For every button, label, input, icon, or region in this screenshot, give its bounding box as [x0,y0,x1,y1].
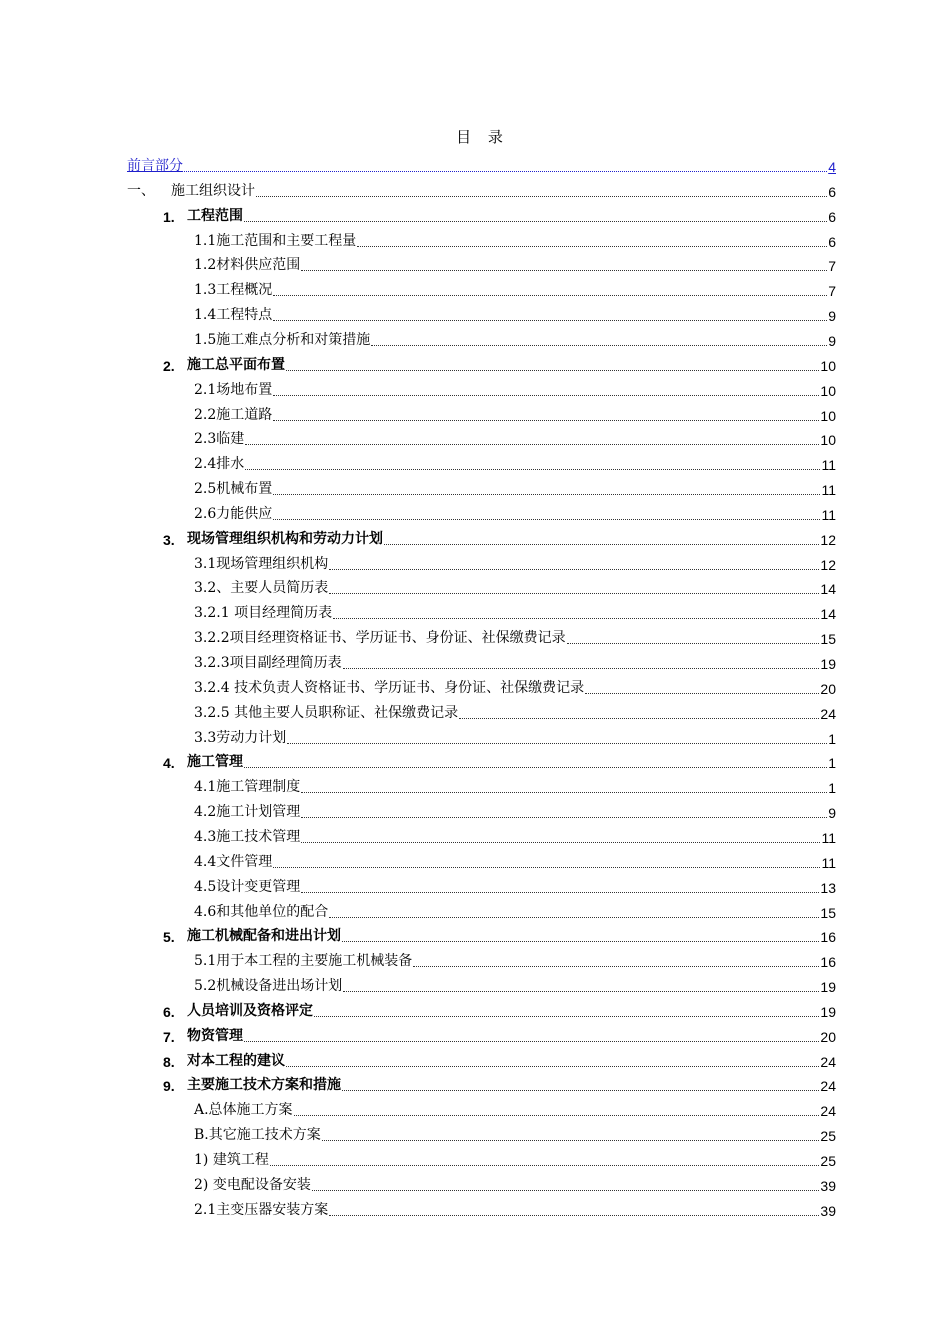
toc-entry-label: 2.4排水 [194,456,245,473]
dot-leader [301,256,827,271]
dot-leader [301,803,827,818]
toc-entry[interactable] [194,299,836,324]
toc-entry-page-number: 1 [828,755,836,772]
dot-leader [371,331,827,346]
toc-entry-label: 4.6和其他单位的配合 [194,903,329,920]
toc-entry-label: 施工总平面布置 [187,355,285,372]
toc-entry-label: 2.5机械布置 [194,481,273,498]
dot-leader [585,679,819,694]
dot-leader [273,281,827,296]
toc-entry-page-number: 15 [820,904,836,921]
toc-entry-label: 4.1施工管理制度 [194,779,301,796]
toc-entry-number: 一、 [127,181,155,198]
toc-entry-label: A.总体施工方案 [194,1102,293,1119]
toc-entry[interactable] [194,1144,836,1169]
toc-entry-label: 3.2.5 其他主要人员职称证、社保缴费记录 [194,704,459,721]
toc-entry-number: 1. [163,208,175,225]
toc-entry-number: 8. [163,1053,175,1070]
dot-leader [294,1101,820,1116]
dot-leader [273,480,820,495]
toc-entry-page-number: 15 [820,631,836,648]
toc-entry[interactable] [194,871,836,896]
dot-leader [184,157,827,172]
toc-entry-page-number: 11 [821,829,836,846]
toc-entry[interactable] [194,1094,836,1119]
dot-leader [273,381,819,396]
toc-entry-page-number: 16 [820,929,836,946]
toc-entry-label: B.其它施工技术方案 [194,1127,321,1144]
toc-entry-label: 1.1施工范围和主要工程量 [194,232,357,249]
toc-entry-page-number: 19 [820,656,836,672]
toc-entry-page-number: 6 [828,183,836,200]
toc-entry[interactable] [194,324,836,349]
toc-entry[interactable] [163,523,836,548]
toc-entry[interactable] [194,498,836,523]
toc-entry-page-number: 1 [828,780,836,797]
toc-entry[interactable] [163,920,836,945]
toc-entry[interactable] [194,548,836,573]
toc-entry-label: 3.2.4 技术负责人资格证书、学历证书、身份证、社保缴费记录 [194,679,585,696]
toc-entry-page-number: 14 [820,581,836,598]
toc-entry-page-number: 25 [820,1128,836,1145]
dot-leader [342,1076,819,1091]
dot-leader [329,579,819,594]
toc-entry-page-number: 25 [820,1153,836,1169]
toc-entry-page-number: 11 [821,506,836,523]
toc-entry-label: 3.2.1 项目经理简历表 [194,605,333,622]
toc-entry-page-number: 6 [828,233,836,250]
toc-entry[interactable] [194,225,836,250]
toc-entry[interactable] [163,995,836,1020]
dot-leader [244,207,827,222]
dot-leader [244,753,827,768]
toc-entry-page-number: 14 [820,606,836,623]
toc-entry-label: 3.2.3项目副经理简历表 [194,655,342,671]
toc-entry[interactable] [194,821,836,846]
toc-entry-label: 4.4文件管理 [194,853,273,870]
toc-entry-label: 2.3临建 [194,431,245,448]
toc-entry-page-number: 11 [821,457,836,474]
toc-entry-label: 2.1场地布置 [194,381,273,398]
toc-entry-label: 2.6力能供应 [194,505,273,522]
dot-leader [286,356,819,371]
dot-leader [312,1176,820,1191]
toc-entry-page-number: 24 [820,1103,836,1120]
toc-entry-page-number: 9 [828,308,836,325]
dot-leader [256,182,827,197]
toc-entry[interactable] [163,1020,836,1045]
toc-entry-page-number: 9 [828,805,836,822]
toc-entry-page-number: 11 [821,482,836,499]
toc-entry[interactable] [194,771,836,796]
dot-leader [329,1201,819,1216]
toc-entry-label: 主要施工技术方案和措施 [187,1076,341,1093]
dot-leader [301,878,819,893]
dot-leader [343,654,820,669]
dot-leader [273,406,819,421]
toc-entry-page-number: 19 [820,1003,836,1020]
toc-entry-label: 3.3劳动力计划 [194,729,287,746]
toc-entry-page-number: 24 [820,705,836,722]
toc-entry[interactable] [194,846,836,871]
toc-entry-page-number: 9 [828,332,836,349]
toc-entry-number: 5. [163,929,175,946]
toc-entry[interactable] [194,697,836,722]
toc-entry-label: 施工管理 [187,753,243,770]
toc-entry-number: 6. [163,1003,175,1020]
dot-leader [273,853,820,868]
dot-leader [245,455,820,470]
toc-entry[interactable] [163,1045,836,1070]
toc-entry[interactable] [194,970,836,995]
toc-entry-label: 1) 建筑工程 [194,1152,269,1168]
dot-leader [270,1151,820,1166]
dot-leader [286,1052,819,1067]
toc-entry[interactable] [194,896,836,921]
toc-entry-page-number: 12 [820,531,836,548]
toc-entry-label: 前言部分 [127,157,183,173]
toc-entry[interactable] [194,473,836,498]
toc-entry[interactable] [194,796,836,821]
dot-leader [301,778,827,793]
dot-leader [384,530,819,545]
toc-entry[interactable] [127,150,836,175]
toc-entry[interactable] [194,572,836,597]
toc-entry-label: 对本工程的建议 [187,1051,285,1068]
toc-title: 目 录 [456,128,509,146]
toc-entry[interactable] [194,945,836,970]
toc-entry-label: 1.2材料供应范围 [194,257,301,274]
toc-entry-page-number: 4 [828,159,836,175]
toc-entry-page-number: 19 [820,979,836,996]
dot-leader [333,604,819,619]
toc-entry-label: 1.3工程概况 [194,282,273,299]
toc-entry[interactable] [194,249,836,274]
toc-entry-label: 施工机械配备和进出计划 [187,927,341,944]
toc-entry[interactable] [163,200,836,225]
dot-leader [567,629,820,644]
toc-entry-page-number: 7 [828,283,836,300]
toc-entry-page-number: 12 [820,556,836,573]
toc-entry-label: 2) 变电配设备安装 [194,1176,311,1193]
toc-entry-label: 4.5设计变更管理 [194,878,301,895]
toc-entry[interactable] [194,622,836,647]
dot-leader [245,430,819,445]
toc-entry[interactable] [194,722,836,747]
toc-entry-page-number: 10 [820,432,836,449]
dot-leader [459,704,819,719]
toc-entry[interactable] [194,1119,836,1144]
toc-entry-label: 3.1现场管理组织机构 [194,555,329,572]
toc-entry-page-number: 24 [820,1078,836,1095]
dot-leader [301,828,820,843]
toc-entry-number: 9. [163,1078,175,1095]
toc-entry-label: 1.5施工难点分析和对策措施 [194,331,371,348]
toc-entry[interactable] [194,1194,836,1219]
dot-leader [329,555,819,570]
toc-entry[interactable] [194,399,836,424]
toc-entry-label: 物资管理 [187,1026,243,1043]
toc-entry[interactable] [194,374,836,399]
toc-entry-number: 2. [163,357,175,374]
toc-entry-label: 4.2施工计划管理 [194,804,301,821]
dot-leader [273,306,827,321]
dot-leader [273,505,820,520]
toc-entry-number: 4. [163,755,175,772]
toc-entry-label: 1.4工程特点 [194,307,273,324]
toc-entry-label: 2.2施工道路 [194,406,273,423]
toc-entry-page-number: 11 [821,854,836,871]
toc-entry-label: 3.2.2项目经理资格证书、学历证书、身份证、社保缴费记录 [194,630,566,647]
toc-entry-label: 2.1主变压器安装方案 [194,1201,329,1218]
dot-leader [357,232,827,247]
toc-entry-page-number: 39 [820,1177,836,1194]
dot-leader [314,1002,819,1017]
toc-entry-label: 5.1用于本工程的主要施工机械装备 [194,953,413,970]
toc-entry-label: 5.2机械设备进出场计划 [194,978,343,995]
dot-leader [244,1027,819,1042]
toc-entry-label: 4.3施工技术管理 [194,828,301,845]
toc-entry-label: 现场管理组织机构和劳动力计划 [187,529,383,546]
toc-entry-page-number: 20 [820,1028,836,1045]
toc-entry-number: 3. [163,531,175,548]
toc-entry[interactable] [194,1169,836,1194]
toc-entry-page-number: 10 [820,357,836,374]
toc-entry[interactable] [194,423,836,448]
toc-entry[interactable] [194,274,836,299]
toc-entry-page-number: 13 [820,879,836,896]
dot-leader [287,729,827,744]
toc-entry-label: 工程范围 [187,206,243,223]
dot-leader [329,903,819,918]
toc-entry-label: 3.2、主要人员简历表 [194,580,329,597]
toc-entry-page-number: 39 [820,1202,836,1219]
toc-entry-page-number: 16 [820,954,836,971]
toc-entry[interactable] [163,746,836,771]
toc-entry[interactable] [194,672,836,697]
dot-leader [343,977,819,992]
toc-entry[interactable] [194,448,836,473]
toc-entry-label: 施工组织设计 [171,181,255,198]
dot-leader [322,1126,820,1141]
toc-entry[interactable] [194,647,836,672]
toc-entry-number: 7. [163,1028,175,1045]
toc-entry-page-number: 7 [828,258,836,275]
toc-entry[interactable] [163,1069,836,1094]
toc-entry[interactable] [163,349,836,374]
toc-entry-page-number: 10 [820,407,836,424]
toc-entry[interactable] [125,175,836,200]
toc-entry-page-number: 20 [820,680,836,697]
toc-entry-page-number: 10 [820,382,836,399]
toc-entry-label: 人员培训及资格评定 [187,1001,313,1018]
toc-entry-page-number: 1 [828,730,836,747]
dot-leader [342,927,819,942]
toc-entry-page-number: 24 [820,1053,836,1070]
toc-entry-page-number: 6 [828,208,836,225]
toc-entry[interactable] [194,597,836,622]
dot-leader [413,952,819,967]
